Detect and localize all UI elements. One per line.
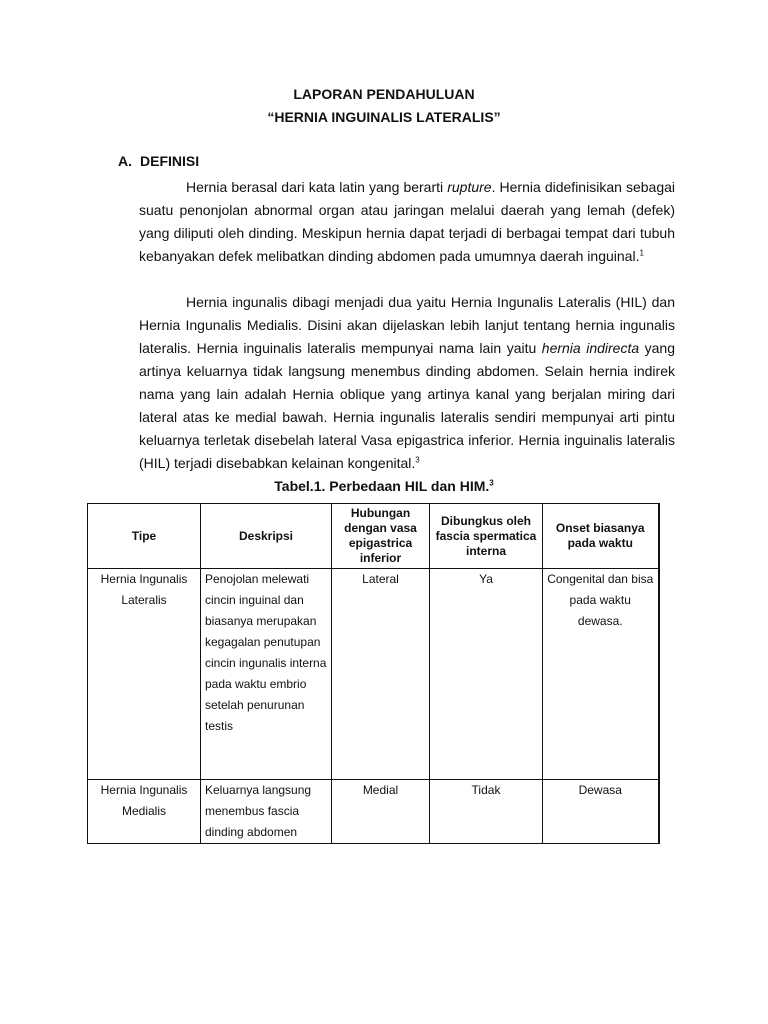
table-caption — [0, 478, 768, 494]
cell-tipe: Hernia Ingunalis Medialis — [88, 780, 201, 844]
header-cell: Onset biasanya pada waktu — [543, 504, 659, 569]
header-cell: Deskripsi — [201, 504, 332, 569]
paragraph-text: Hernia ingunalis dibagi menjadi dua yaitu Hernia Ingunalis Lateralis (HIL) dan Hernia Ingunalis Medialis. Disini akan dijelaskan lebih lanjut tentang hernia ingunalis lateralis. Hernia inguinalis lateralis mempunyai nama lain yaitu — [139, 294, 675, 356]
footnote-ref: 3 — [415, 455, 420, 465]
section-heading — [118, 153, 199, 169]
paragraph-classification — [139, 291, 675, 475]
cell-deskripsi: Keluarnya langsung menembus fascia dinding abdomen — [201, 780, 332, 844]
cell-onset: Dewasa — [543, 780, 659, 844]
header-cell: Hubungan dengan vasa epigastrica inferior — [332, 504, 430, 569]
table-header-row — [88, 504, 659, 569]
cell-hubungan: Lateral — [332, 569, 430, 780]
paragraph-text: yang artinya keluarnya tidak langsung menembus dinding abdomen. Selain hernia indirek nama yang lain adalah Hernia oblique yang artinya kanal yang berjalan miring dari lateral atas ke medial bawah. Hernia ingunalis lateralis sendiri mempunyai arti pintu keluarnya terletak disebelah lateral Vasa epigastrica inferior. Hernia inguinalis lateralis (HIL) terjadi disebabkan kelainan kongenital. — [139, 340, 675, 471]
table-row — [88, 569, 659, 780]
paragraph-italic-term: rupture — [447, 179, 492, 195]
document-subtitle: “HERNIA INGUINALIS LATERALIS” — [267, 109, 501, 125]
document-title: LAPORAN PENDAHULUAN — [293, 86, 475, 102]
paragraph-italic-term: hernia indirecta — [541, 340, 640, 356]
section-number: A. — [118, 153, 132, 169]
footnote-ref: 3 — [489, 478, 494, 488]
table-row — [88, 780, 659, 844]
paragraph-text: . Hernia didefinisikan sebagai suatu penonjolan abnormal organ atau jaringan melalui daerah yang lemah (defek) yang diliputi oleh dinding. Meskipun hernia dapat terjadi di berbagai tempat dari tubuh kebanyakan defek melibatkan dinding abdomen pada umumnya daerah inguinal. — [139, 179, 675, 264]
cell-dibungkus: Tidak — [430, 780, 543, 844]
paragraph-text: Hernia berasal dari kata latin yang berarti — [186, 179, 448, 195]
table-caption-text: Tabel.1. Perbedaan HIL dan HIM. — [274, 478, 490, 494]
cell-onset: Congenital dan bisa pada waktu dewasa. — [543, 569, 659, 780]
cell-deskripsi: Penojolan melewati cincin inguinal dan biasanya merupakan kegagalan penutupan cincin ingunalis interna pada waktu embrio setelah penurunan testis — [201, 569, 332, 780]
paragraph-definition — [139, 176, 675, 268]
header-cell: Tipe — [88, 504, 201, 569]
cell-tipe: Hernia Ingunalis Lateralis — [88, 569, 201, 780]
header-cell: Dibungkus oleh fascia spermatica interna — [430, 504, 543, 569]
comparison-table — [87, 503, 660, 844]
section-title: DEFINISI — [140, 153, 200, 169]
cell-hubungan: Medial — [332, 780, 430, 844]
footnote-ref: 1 — [639, 248, 644, 258]
cell-dibungkus: Ya — [430, 569, 543, 780]
